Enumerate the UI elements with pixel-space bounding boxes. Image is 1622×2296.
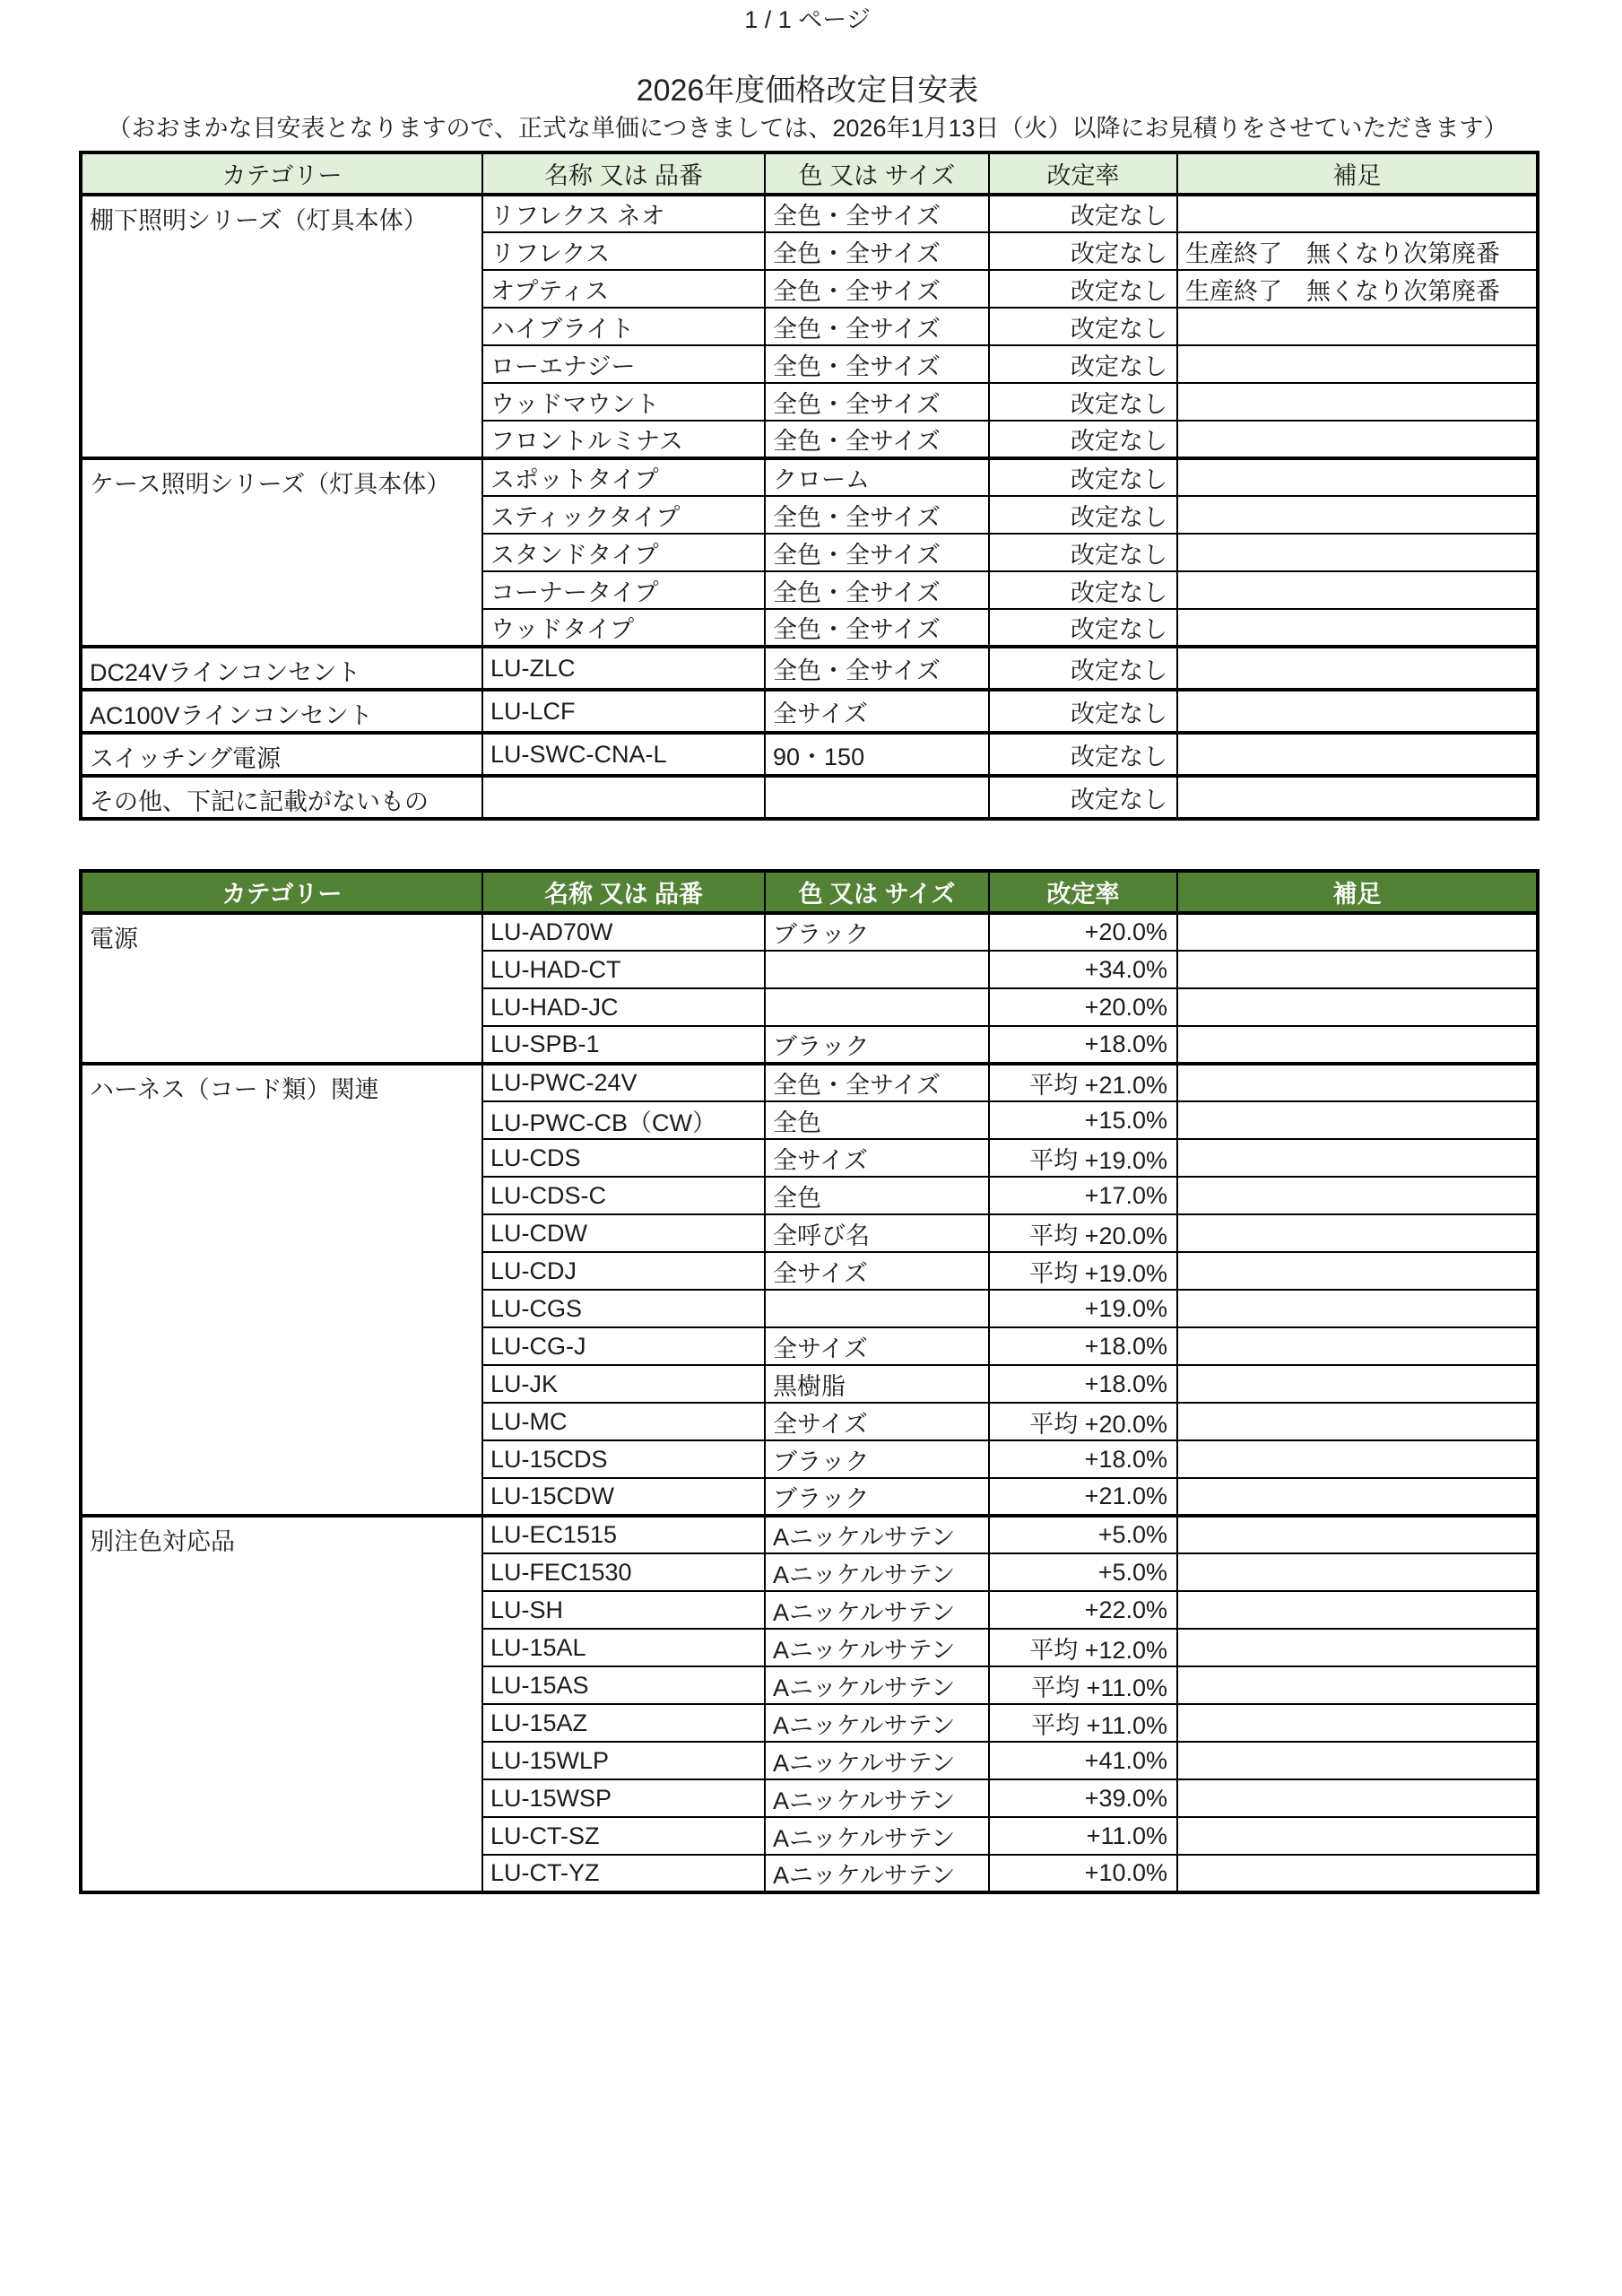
size-cell: 全色・全サイズ	[765, 534, 989, 571]
note-cell	[1177, 1553, 1538, 1591]
note-cell	[1177, 1629, 1538, 1666]
size-cell	[765, 951, 989, 988]
size-cell: ブラック	[765, 913, 989, 951]
name-cell: LU-SH	[482, 1591, 765, 1629]
col-header-rate: 改定率	[989, 152, 1177, 195]
table-row	[81, 647, 1538, 690]
note-cell	[1177, 776, 1538, 819]
note-cell	[1177, 383, 1538, 421]
name-cell: スポットタイプ	[482, 458, 765, 496]
size-cell: 全サイズ	[765, 690, 989, 733]
size-cell	[765, 1290, 989, 1327]
size-cell	[765, 988, 989, 1026]
size-cell: Aニッケルサテン	[765, 1742, 989, 1779]
category-cell: ケース照明シリーズ（灯具本体）	[81, 458, 482, 647]
category-cell: その他、下記に記載がないもの	[81, 776, 482, 819]
note-cell	[1177, 1591, 1538, 1629]
price-table-no-change	[79, 151, 1540, 821]
size-cell: Aニッケルサテン	[765, 1817, 989, 1855]
name-cell: フロントルミナス	[482, 421, 765, 458]
table1-body	[81, 195, 1538, 819]
name-cell: LU-CDW	[482, 1214, 765, 1252]
header-row	[81, 871, 1538, 913]
name-cell: LU-FEC1530	[482, 1553, 765, 1591]
name-cell: LU-CDS-C	[482, 1177, 765, 1214]
category-cell: ハーネス（コード類）関連	[81, 1064, 482, 1516]
name-cell: LU-CDJ	[482, 1252, 765, 1290]
category-cell: DC24Vラインコンセント	[81, 647, 482, 690]
note-cell	[1177, 1704, 1538, 1742]
note-cell	[1177, 951, 1538, 988]
name-cell: LU-MC	[482, 1403, 765, 1440]
size-cell: Aニッケルサテン	[765, 1629, 989, 1666]
name-cell: LU-CGS	[482, 1290, 765, 1327]
rate-cell: +18.0%	[989, 1026, 1177, 1064]
table2-header	[81, 871, 1538, 913]
size-cell: 全色・全サイズ	[765, 345, 989, 383]
table-row	[81, 1064, 1538, 1101]
name-cell: リフレクス	[482, 232, 765, 270]
note-cell	[1177, 1327, 1538, 1365]
rate-cell: +19.0%	[989, 1290, 1177, 1327]
rate-cell: 平均 +11.0%	[989, 1704, 1177, 1742]
size-cell: Aニッケルサテン	[765, 1666, 989, 1704]
name-cell: LU-CT-YZ	[482, 1855, 765, 1892]
note-cell	[1177, 690, 1538, 733]
col-header-size: 色 又は サイズ	[765, 871, 989, 913]
rate-cell: +17.0%	[989, 1177, 1177, 1214]
size-cell: Aニッケルサテン	[765, 1779, 989, 1817]
size-cell: Aニッケルサテン	[765, 1855, 989, 1892]
rate-cell: +15.0%	[989, 1101, 1177, 1139]
header-row	[81, 152, 1538, 195]
size-cell: 全色・全サイズ	[765, 421, 989, 458]
name-cell: LU-CT-SZ	[482, 1817, 765, 1855]
category-cell: 棚下照明シリーズ（灯具本体）	[81, 195, 482, 458]
size-cell: 全色・全サイズ	[765, 496, 989, 534]
page-number: 1 / 1 ページ	[744, 6, 871, 33]
size-cell: 全サイズ	[765, 1139, 989, 1177]
name-cell: スタンドタイプ	[482, 534, 765, 571]
name-cell: ウッドタイプ	[482, 609, 765, 647]
rate-cell: +20.0%	[989, 913, 1177, 951]
size-cell: 全呼び名	[765, 1214, 989, 1252]
name-cell: LU-15AS	[482, 1666, 765, 1704]
note-cell	[1177, 1064, 1538, 1101]
size-cell: 黒樹脂	[765, 1365, 989, 1403]
rate-cell: 平均 +20.0%	[989, 1214, 1177, 1252]
note-cell: 生産終了 無くなり次第廃番	[1177, 232, 1538, 270]
name-cell: LU-15CDW	[482, 1478, 765, 1516]
size-cell: 全色・全サイズ	[765, 232, 989, 270]
rate-cell: +41.0%	[989, 1742, 1177, 1779]
size-cell: Aニッケルサテン	[765, 1591, 989, 1629]
category-cell: スイッチング電源	[81, 733, 482, 776]
note-cell	[1177, 1177, 1538, 1214]
table1-header	[81, 152, 1538, 195]
rate-cell: 改定なし	[989, 733, 1177, 776]
table2-body	[81, 913, 1538, 1892]
col-header-category: カテゴリー	[81, 152, 482, 195]
note-cell	[1177, 1817, 1538, 1855]
rate-cell: 改定なし	[989, 776, 1177, 819]
note-cell	[1177, 458, 1538, 496]
name-cell: LU-EC1515	[482, 1516, 765, 1553]
name-cell: LU-JK	[482, 1365, 765, 1403]
size-cell: 全色・全サイズ	[765, 571, 989, 609]
size-cell: 全色・全サイズ	[765, 383, 989, 421]
table-row	[81, 913, 1538, 951]
note-cell: 生産終了 無くなり次第廃番	[1177, 270, 1538, 308]
rate-cell: +11.0%	[989, 1817, 1177, 1855]
category-cell: 電源	[81, 913, 482, 1064]
note-cell	[1177, 1403, 1538, 1440]
rate-cell: 平均 +20.0%	[989, 1403, 1177, 1440]
size-cell	[765, 776, 989, 819]
rate-cell: 改定なし	[989, 232, 1177, 270]
name-cell: LU-CDS	[482, 1139, 765, 1177]
table-row	[81, 195, 1538, 232]
table-row	[81, 733, 1538, 776]
name-cell: LU-ZLC	[482, 647, 765, 690]
rate-cell: 平均 +19.0%	[989, 1252, 1177, 1290]
rate-cell: +18.0%	[989, 1365, 1177, 1403]
category-cell: 別注色対応品	[81, 1516, 482, 1892]
size-cell: ブラック	[765, 1026, 989, 1064]
note-cell	[1177, 571, 1538, 609]
size-cell: 全色・全サイズ	[765, 609, 989, 647]
size-cell: 全色	[765, 1177, 989, 1214]
rate-cell: 改定なし	[989, 571, 1177, 609]
name-cell: LU-HAD-JC	[482, 988, 765, 1026]
col-header-size: 色 又は サイズ	[765, 152, 989, 195]
size-cell: 全色・全サイズ	[765, 195, 989, 232]
table-row	[81, 690, 1538, 733]
col-header-name: 名称 又は 品番	[482, 871, 765, 913]
size-cell: 全色	[765, 1101, 989, 1139]
col-header-note: 補足	[1177, 871, 1538, 913]
note-cell	[1177, 1214, 1538, 1252]
rate-cell: 改定なし	[989, 195, 1177, 232]
table-row	[81, 1516, 1538, 1553]
note-cell	[1177, 1742, 1538, 1779]
name-cell: リフレクス ネオ	[482, 195, 765, 232]
rate-cell: 改定なし	[989, 690, 1177, 733]
name-cell	[482, 776, 765, 819]
category-cell: AC100Vラインコンセント	[81, 690, 482, 733]
name-cell: LU-CG-J	[482, 1327, 765, 1365]
note-cell	[1177, 647, 1538, 690]
name-cell: ハイブライト	[482, 308, 765, 345]
note-cell	[1177, 1026, 1538, 1064]
rate-cell: +20.0%	[989, 988, 1177, 1026]
note-cell	[1177, 534, 1538, 571]
note-cell	[1177, 913, 1538, 951]
size-cell: Aニッケルサテン	[765, 1516, 989, 1553]
rate-cell: 改定なし	[989, 421, 1177, 458]
rate-cell: 改定なし	[989, 496, 1177, 534]
size-cell: 全色・全サイズ	[765, 647, 989, 690]
note-cell	[1177, 609, 1538, 647]
note-cell	[1177, 1440, 1538, 1478]
name-cell: オプティス	[482, 270, 765, 308]
note-cell	[1177, 308, 1538, 345]
name-cell: スティックタイプ	[482, 496, 765, 534]
page-title: 2026年度価格改定目安表	[636, 74, 979, 108]
size-cell: 全サイズ	[765, 1252, 989, 1290]
note-cell	[1177, 496, 1538, 534]
rate-cell: +10.0%	[989, 1855, 1177, 1892]
name-cell: ウッドマウント	[482, 383, 765, 421]
table-row	[81, 458, 1538, 496]
note-cell	[1177, 1139, 1538, 1177]
note-cell	[1177, 988, 1538, 1026]
note-cell	[1177, 1365, 1538, 1403]
name-cell: LU-LCF	[482, 690, 765, 733]
name-cell: ローエナジー	[482, 345, 765, 383]
rate-cell: +39.0%	[989, 1779, 1177, 1817]
size-cell: ブラック	[765, 1440, 989, 1478]
rate-cell: +5.0%	[989, 1516, 1177, 1553]
rate-cell: 改定なし	[989, 270, 1177, 308]
col-header-category: カテゴリー	[81, 871, 482, 913]
size-cell: 全色・全サイズ	[765, 308, 989, 345]
page-subtitle: （おおまかな目安表となりますので、正式な単価につきましては、2026年1月13日（火）以降にお見積りをさせていただきます）	[107, 115, 1508, 142]
rate-cell: 平均 +12.0%	[989, 1629, 1177, 1666]
name-cell: LU-HAD-CT	[482, 951, 765, 988]
name-cell: LU-15CDS	[482, 1440, 765, 1478]
table-row	[81, 776, 1538, 819]
note-cell	[1177, 1516, 1538, 1553]
note-cell	[1177, 1101, 1538, 1139]
rate-cell: 改定なし	[989, 383, 1177, 421]
note-cell	[1177, 1252, 1538, 1290]
rate-cell: 平均 +21.0%	[989, 1064, 1177, 1101]
name-cell: LU-15AZ	[482, 1704, 765, 1742]
document-page	[79, 0, 1536, 1894]
size-cell: 全サイズ	[765, 1403, 989, 1440]
rate-cell: 改定なし	[989, 458, 1177, 496]
size-cell: Aニッケルサテン	[765, 1553, 989, 1591]
note-cell	[1177, 1855, 1538, 1892]
note-cell	[1177, 1478, 1538, 1516]
rate-cell: +22.0%	[989, 1591, 1177, 1629]
price-table-revised	[79, 869, 1540, 1894]
note-cell	[1177, 1779, 1538, 1817]
col-header-name: 名称 又は 品番	[482, 152, 765, 195]
name-cell: LU-15WSP	[482, 1779, 765, 1817]
name-cell: LU-SWC-CNA-L	[482, 733, 765, 776]
name-cell: コーナータイプ	[482, 571, 765, 609]
note-cell	[1177, 421, 1538, 458]
rate-cell: +34.0%	[989, 951, 1177, 988]
name-cell: LU-PWC-CB（CW）	[482, 1101, 765, 1139]
name-cell: LU-PWC-24V	[482, 1064, 765, 1101]
name-cell: LU-SPB-1	[482, 1026, 765, 1064]
rate-cell: 改定なし	[989, 308, 1177, 345]
size-cell: 全色・全サイズ	[765, 1064, 989, 1101]
rate-cell: +21.0%	[989, 1478, 1177, 1516]
rate-cell: 平均 +19.0%	[989, 1139, 1177, 1177]
size-cell: 全色・全サイズ	[765, 270, 989, 308]
size-cell: ブラック	[765, 1478, 989, 1516]
size-cell: クローム	[765, 458, 989, 496]
size-cell: Aニッケルサテン	[765, 1704, 989, 1742]
rate-cell: +18.0%	[989, 1327, 1177, 1365]
rate-cell: 平均 +11.0%	[989, 1666, 1177, 1704]
rate-cell: 改定なし	[989, 609, 1177, 647]
note-cell	[1177, 1290, 1538, 1327]
rate-cell: 改定なし	[989, 534, 1177, 571]
rate-cell: 改定なし	[989, 647, 1177, 690]
rate-cell: +5.0%	[989, 1553, 1177, 1591]
note-cell	[1177, 1666, 1538, 1704]
name-cell: LU-AD70W	[482, 913, 765, 951]
name-cell: LU-15AL	[482, 1629, 765, 1666]
size-cell: 全サイズ	[765, 1327, 989, 1365]
size-cell: 90・150	[765, 733, 989, 776]
rate-cell: +18.0%	[989, 1440, 1177, 1478]
name-cell: LU-15WLP	[482, 1742, 765, 1779]
note-cell	[1177, 733, 1538, 776]
col-header-rate: 改定率	[989, 871, 1177, 913]
note-cell	[1177, 195, 1538, 232]
note-cell	[1177, 345, 1538, 383]
rate-cell: 改定なし	[989, 345, 1177, 383]
col-header-note: 補足	[1177, 152, 1538, 195]
